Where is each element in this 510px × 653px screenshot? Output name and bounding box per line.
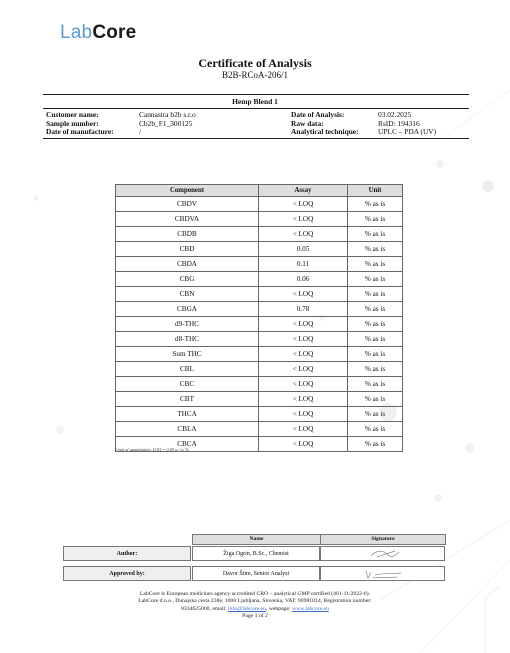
analysis-date-value: 03.02.2025	[378, 110, 412, 119]
result-unit: % as is	[348, 317, 403, 332]
result-assay: < LOQ	[259, 227, 348, 242]
footer-line-1: LabCore is European medicines agency accredited CRO – analytical GMP certified (401-11/2022-6).	[139, 591, 371, 597]
sample-number-label: Sample number:	[46, 118, 99, 128]
result-unit: % as is	[348, 302, 403, 317]
info-values-left	[139, 111, 196, 137]
analysis-date-label: Date of Analysis:	[291, 110, 345, 119]
result-row	[116, 197, 403, 212]
result-assay: < LOQ	[259, 392, 348, 407]
approved-label: Approved by:	[63, 566, 191, 581]
author-label: Author:	[63, 546, 191, 561]
result-component: CBL	[116, 362, 259, 377]
loq-note: Limit of quantitation, LOQ = 0.05 w / w %	[115, 447, 189, 452]
raw-data-value: RsID: 194316	[378, 118, 420, 128]
result-component: d9-THC	[116, 317, 259, 332]
result-unit: % as is	[348, 227, 403, 242]
header-assay: Assay	[259, 185, 348, 197]
result-component: CBDVA	[116, 212, 259, 227]
result-unit: % as is	[348, 197, 403, 212]
manufacture-date-label: Date of manufacture:	[46, 127, 114, 137]
result-component: THCA	[116, 407, 259, 422]
result-component: CBDA	[116, 257, 259, 272]
result-assay: < LOQ	[259, 437, 348, 452]
author-name: Žiga Ogrin, B.Sc., Chemist	[192, 546, 320, 561]
result-unit: % as is	[348, 422, 403, 437]
approved-signature	[320, 566, 445, 581]
footer-email-link[interactable]: info@labcore.eu	[228, 605, 266, 612]
result-unit: % as is	[348, 272, 403, 287]
footer	[0, 591, 510, 621]
results-body	[116, 197, 403, 452]
result-unit: % as is	[348, 437, 403, 452]
result-component: Sum THC	[116, 347, 259, 362]
info-bottom-rule	[43, 138, 469, 139]
info-labels-left	[46, 111, 114, 137]
result-assay: < LOQ	[259, 197, 348, 212]
result-assay: < LOQ	[259, 317, 348, 332]
header-component: Component	[116, 185, 259, 197]
header-unit: Unit	[348, 185, 403, 197]
result-assay: < LOQ	[259, 332, 348, 347]
result-component: d8-THC	[116, 332, 259, 347]
result-row	[116, 317, 403, 332]
result-assay: < LOQ	[259, 347, 348, 362]
result-component: CBT	[116, 392, 259, 407]
result-component: CBG	[116, 272, 259, 287]
info-labels-right	[291, 111, 359, 137]
result-unit: % as is	[348, 287, 403, 302]
sample-name: Hemp Blend 1	[232, 97, 278, 106]
result-row	[116, 257, 403, 272]
footer-web-link[interactable]: www.labcore.eu	[292, 605, 329, 612]
result-assay: < LOQ	[259, 422, 348, 437]
top-rule	[43, 94, 469, 95]
footer-line-3-mid: , webpage:	[265, 605, 291, 612]
result-unit: % as is	[348, 407, 403, 422]
result-assay: 0.11	[259, 257, 348, 272]
sample-number-value: Cb2b_F1_300125	[139, 118, 193, 128]
approved-name: Davor Štim, Senior Analyst	[192, 566, 320, 581]
result-unit: % as is	[348, 377, 403, 392]
result-row	[116, 332, 403, 347]
customer-value: Cannastra b2b s.r.o	[139, 110, 196, 119]
result-component: CBGA	[116, 302, 259, 317]
technique-value: UPLC – PDA (UV)	[378, 127, 437, 137]
result-component: CBC	[116, 377, 259, 392]
mid-rule	[43, 108, 469, 109]
author-signature	[320, 546, 445, 561]
manufacture-date-value: /	[139, 127, 142, 137]
result-component: CBD	[116, 242, 259, 257]
result-unit: % as is	[348, 362, 403, 377]
result-component: CBN	[116, 287, 259, 302]
result-assay: 0.78	[259, 302, 348, 317]
document-number: B2B-RCoA-206/1	[221, 70, 288, 80]
result-assay: < LOQ	[259, 362, 348, 377]
result-row	[116, 407, 403, 422]
technique-label: Analytical technique:	[291, 127, 359, 137]
raw-data-label: Raw data:	[291, 118, 324, 128]
result-unit: % as is	[348, 242, 403, 257]
result-row	[116, 272, 403, 287]
result-row	[116, 242, 403, 257]
result-assay: < LOQ	[259, 287, 348, 302]
result-assay: < LOQ	[259, 407, 348, 422]
result-unit: % as is	[348, 212, 403, 227]
customer-label: Customer name:	[46, 110, 99, 119]
document-title: Certificate of Analysis	[198, 56, 312, 70]
result-component: CBDV	[116, 197, 259, 212]
result-assay: < LOQ	[259, 377, 348, 392]
author-signature-image	[321, 547, 446, 561]
footer-line-2: LabCore d.o.o., Dunajska cesta 238e, 1000 Ljubljana, Slovenia, VAT: 90981014, Registration number:	[138, 598, 372, 605]
result-row	[116, 392, 403, 407]
result-assay: 0.06	[259, 272, 348, 287]
result-assay: < LOQ	[259, 212, 348, 227]
info-values-right	[378, 111, 436, 137]
result-row	[116, 422, 403, 437]
result-unit: % as is	[348, 392, 403, 407]
result-row	[116, 287, 403, 302]
result-assay: 0.05	[259, 242, 348, 257]
result-row	[116, 302, 403, 317]
result-component: CBDB	[116, 227, 259, 242]
results-header-row	[116, 185, 403, 197]
result-row	[116, 362, 403, 377]
result-row	[116, 212, 403, 227]
result-row	[116, 377, 403, 392]
result-component: CBLA	[116, 422, 259, 437]
footer-line-3-prefix: 8334625000, email:	[181, 605, 227, 612]
logo-text-lab: Lab	[60, 22, 93, 43]
result-component: CBCA	[116, 437, 259, 452]
labcore-logo	[60, 22, 136, 44]
logo-text-core: Core	[92, 22, 137, 43]
result-unit: % as is	[348, 347, 403, 362]
result-unit: % as is	[348, 332, 403, 347]
sig-name-header: Name	[192, 534, 321, 545]
sig-signature-header: Signature	[320, 534, 446, 545]
footer-page-number: Page 1 of 2	[242, 613, 268, 620]
approved-signature-image	[321, 567, 446, 581]
result-unit: % as is	[348, 257, 403, 272]
results-table	[115, 184, 403, 452]
result-row	[116, 347, 403, 362]
result-row	[116, 227, 403, 242]
